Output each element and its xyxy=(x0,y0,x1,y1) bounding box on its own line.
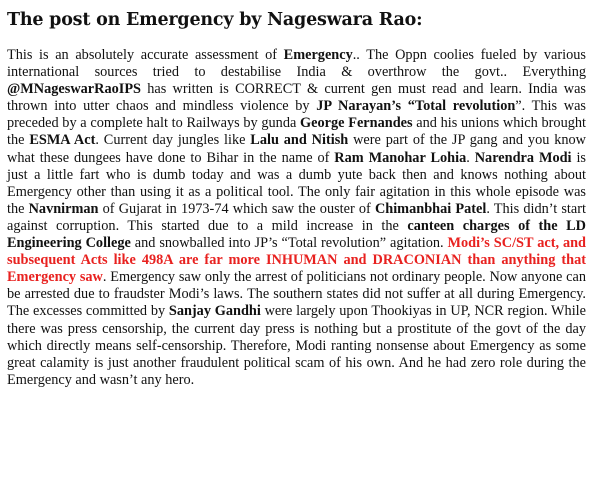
bold-phrase: @MNageswarRaoIPS xyxy=(7,81,142,98)
bold-phrase: Emergency xyxy=(283,47,353,63)
bold-phrase: Navnirman xyxy=(28,200,99,217)
bold-phrase: JP Narayan’s “Total revolution xyxy=(316,98,516,115)
bold-phrase: canteen charges of the LD Engineering College xyxy=(7,217,586,252)
text-run: .. The Oppn coolies fueled by various international sources tried to destabilise India & overthrow the govt.. Everything xyxy=(7,47,586,81)
text-run: and his unions which brought the xyxy=(7,115,586,149)
highlighted-phrase: Modi’s SC/ST act, and subsequent Acts like 498A are far more INHUMAN and DRACONIAN than anything that Emergency saw xyxy=(7,235,586,286)
text-run: were part of the JP gang and you know what these dungees have done to Bihar in the name of xyxy=(7,132,587,166)
text-run: ”. This was preceded by a complete halt to Railways by gunda xyxy=(7,98,586,132)
bold-phrase: ESMA Act xyxy=(29,132,96,149)
text-run: has written is CORRECT & current gen must read and learn. India was thrown into utter chaos and mindless violence by xyxy=(7,81,586,115)
text-run: . This didn’t start against corruption. This started due to a mild increase in the xyxy=(7,200,586,234)
text-run: and snowballed into JP’s “Total revolution” agitation. xyxy=(130,235,448,252)
text-run: . xyxy=(466,149,475,166)
text-run: . Current day jungles like xyxy=(95,132,251,149)
post-title-text: The post on Emergency by Nageswara Rao xyxy=(7,10,417,30)
bold-phrase: Chimanbhai Patel xyxy=(374,200,487,217)
bold-phrase: Narendra Modi xyxy=(474,149,572,166)
post-body xyxy=(7,47,586,389)
bold-phrase: Lalu and Nitish xyxy=(250,132,349,149)
text-run: . Emergency saw only the arrest of politicians not ordinary people. Now anyone can be arrested due to fraudster Modi’s laws. The southern states did not suffer at all during Emergency. The excesses committed by xyxy=(7,269,586,320)
bold-phrase: Ram Manohar Lohia xyxy=(334,149,467,166)
text-run: is just a little fart who is dumb today and was a dumb yute back then and knows nothing about Emergency other than using it as a political tool. The only fair agitation in this whole episode was the xyxy=(7,149,586,217)
bold-phrase: Sanjay Gandhi xyxy=(168,303,261,320)
text-run: were largely upon Thookiyas in UP, NCR region. While there was press censorship, the current day press is nothing but a prostitute of the govt of the day which directly means self-censorship. Therefore, Modi ranting nonsense about Emergency as some great calamity is just another fraudulent political scam of his own. And he had zero role during the Emergency and wasn’t any hero. xyxy=(7,303,586,388)
text-run: This is an absolutely accurate assessment of xyxy=(7,47,284,63)
text-run: of Gujarat in 1973-74 which saw the ouster of xyxy=(98,200,375,217)
bold-phrase: George Fernandes xyxy=(300,115,413,132)
post-title-colon: : xyxy=(416,10,423,30)
post-title xyxy=(7,8,586,33)
